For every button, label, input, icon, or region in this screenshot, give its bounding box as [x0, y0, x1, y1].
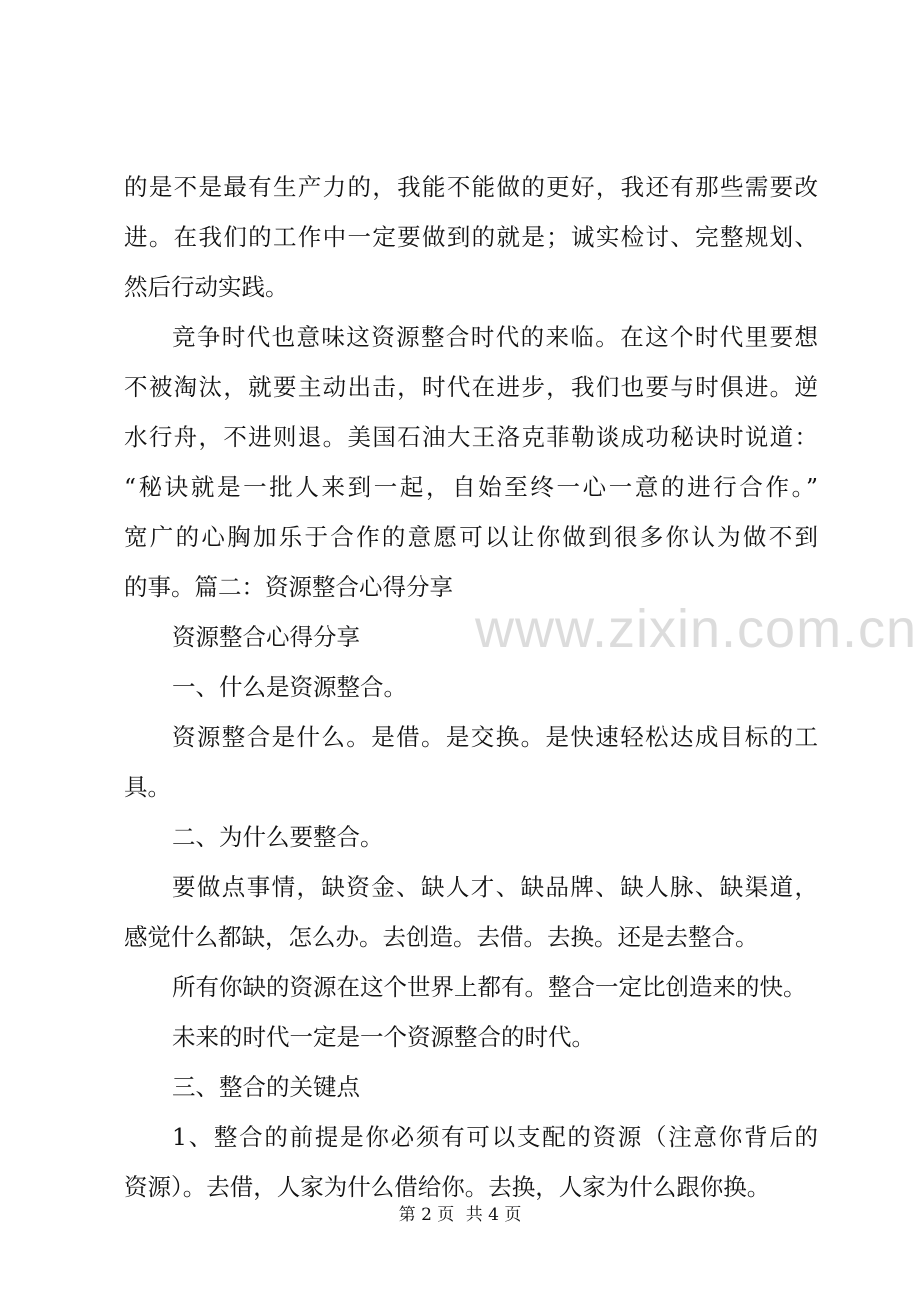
text-line: 资源整合心得分享	[172, 623, 360, 651]
text-line: 的是不是最有生产力的，我能不能做的更好，我还有那些需要改	[124, 173, 818, 201]
text-line: 资源）。去借，人家为什么借给你。去换，人家为什么跟你换。	[124, 1173, 771, 1201]
text-line: 不被淘汰，就要主动出击，时代在进步，我们也要与时俱进。逆	[124, 373, 818, 401]
watermark: www.zixin.com.cn	[475, 599, 918, 659]
text-line: 1、整合的前提是你必须有可以支配的资源（注意你背后的	[172, 1123, 818, 1151]
section-heading: 三、整合的关键点	[172, 1073, 360, 1101]
text-line: 所有你缺的资源在这个世界上都有。整合一定比创造来的快。	[172, 973, 807, 1001]
text-line: 的事。篇二：资源整合心得分享	[124, 573, 453, 601]
text-line: 具。	[124, 773, 171, 801]
page-number: 第 2 页	[398, 1205, 455, 1225]
text-line: “秘诀就是一批人来到一起，自始至终一心一意的进行合作。”	[124, 473, 818, 501]
section-heading: 二、为什么要整合。	[172, 823, 384, 851]
page-total: 共 4 页	[465, 1205, 522, 1225]
text-line: 资源整合是什么。是借。是交换。是快速轻松达成目标的工	[172, 723, 818, 751]
text-line: 宽广的心胸加乐于合作的意愿可以让你做到很多你认为做不到	[124, 523, 818, 551]
text-line: 进。在我们的工作中一定要做到的就是；诚实检讨、完整规划、	[124, 223, 818, 251]
text-line: 竞争时代也意味这资源整合时代的来临。在这个时代里要想	[172, 323, 818, 351]
page-footer	[0, 1200, 920, 1225]
section-heading: 一、什么是资源整合。	[172, 673, 407, 701]
text-line: 然后行动实践。	[124, 273, 289, 301]
text-line: 要做点事情，缺资金、缺人才、缺品牌、缺人脉、缺渠道，	[172, 873, 818, 901]
text-line: 水行舟，不进则退。美国石油大王洛克菲勒谈成功秘诀时说道：	[124, 423, 818, 451]
text-line: 未来的时代一定是一个资源整合的时代。	[172, 1023, 595, 1051]
text-line: 感觉什么都缺，怎么办。去创造。去借。去换。还是去整合。	[124, 923, 759, 951]
